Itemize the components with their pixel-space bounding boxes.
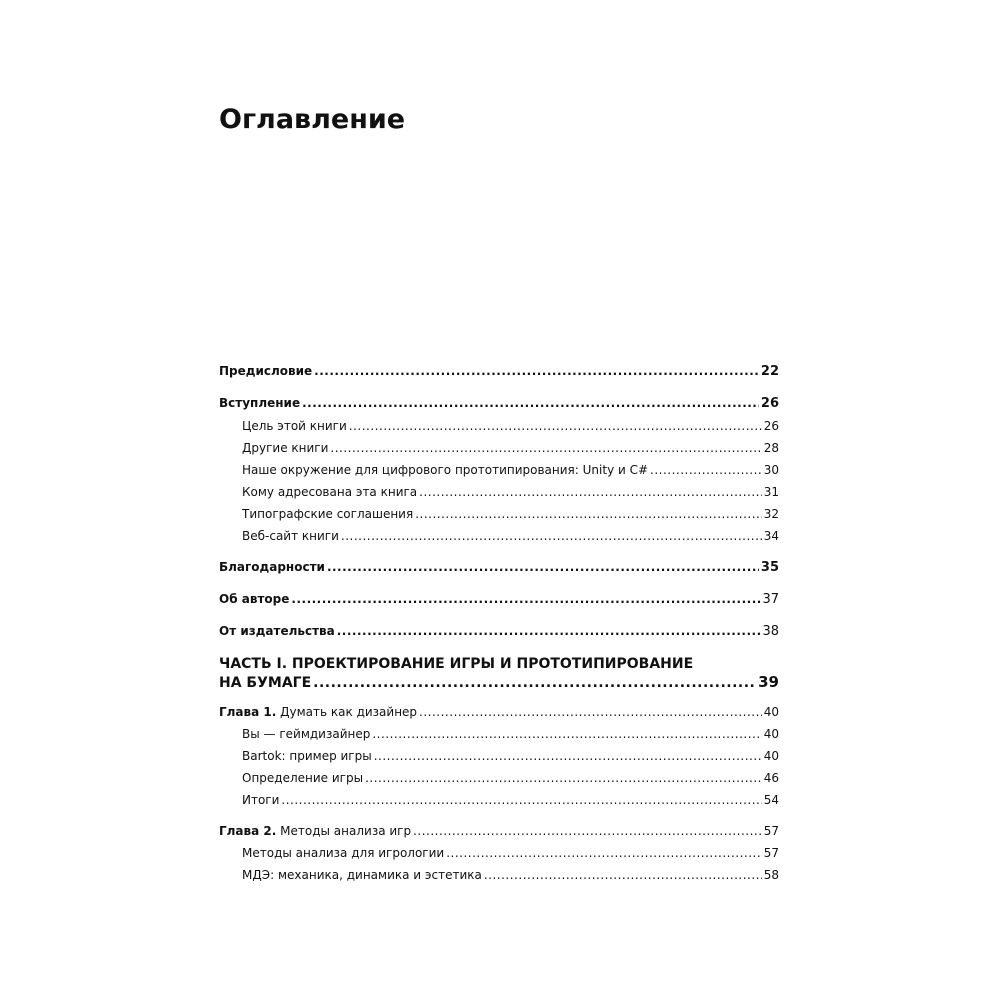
toc-entry-page: 40 [763,749,779,763]
toc-entry-page: 57 [763,846,779,860]
toc-entry-page: 38 [762,624,779,639]
toc-entry-label: Методы анализа для игрологии [242,846,445,860]
leader-dots [341,525,762,547]
leader-dots [313,674,756,692]
toc-entry-page: 58 [763,868,779,882]
toc-entry-page: 31 [763,485,779,499]
toc-entry-label: Определение игры [242,771,364,785]
toc-entry-chapter1 [219,701,779,723]
leader-dots [349,415,762,437]
toc-entry-about [219,588,779,611]
toc-entry-label: Наше окружение для цифрового прототипирования: Unity и C# [242,463,649,477]
leader-dots [291,588,760,610]
toc-entry-label: От издательства [219,624,335,638]
toc-entry-label: Итоги [242,793,280,807]
toc-entry-page: 22 [760,364,779,379]
toc-subentry [219,503,779,525]
leader-dots [446,842,762,864]
toc-entry-label: Об авторе [219,592,290,606]
toc-entry-page: 30 [763,463,779,477]
toc-entry-label: Типографские соглашения [242,507,414,521]
toc-subentry [219,864,779,886]
leader-dots [650,459,762,481]
leader-dots [484,864,762,886]
toc-entry-intro [219,392,779,415]
toc-entry-page: 26 [763,419,779,433]
toc-entry-label: Цель этой книги [242,419,347,433]
toc-subentry [219,415,779,437]
toc-subentry [219,459,779,481]
toc-entry-page: 28 [763,441,779,455]
toc-subentry [219,745,779,767]
toc-entry-page: 46 [763,771,779,785]
leader-dots [413,820,762,842]
toc-entry-label: Предисловие [219,364,313,378]
leader-dots [419,701,762,723]
toc-entry-page: 40 [763,705,779,719]
toc-entry-label: Благодарности [219,560,325,574]
toc-entry-label: Другие книги [242,441,329,455]
leader-dots [374,745,762,767]
part-title-line1: ЧАСТЬ I. ПРОЕКТИРОВАНИЕ ИГРЫ И ПРОТОТИПИРОВАНИЕ [219,656,694,672]
table-of-contents [219,360,779,886]
toc-subentry [219,789,779,811]
toc-entry-chapter2 [219,820,779,842]
toc-entry-label: Bartok: пример игры [242,749,372,763]
leader-dots [281,789,761,811]
toc-subentry [219,842,779,864]
toc-entry-page: 39 [758,673,779,691]
leader-dots [415,503,762,525]
toc-entry-label: МДЭ: механика, динамика и эстетика [242,868,482,882]
leader-dots [372,723,761,745]
leader-dots [337,620,761,642]
toc-entry-page: 37 [762,592,779,607]
toc-entry-label: Кому адресована эта книга [242,485,418,499]
toc-subentry [219,723,779,745]
toc-entry-label: Веб-сайт книги [242,529,339,543]
leader-dots [314,360,759,382]
toc-entry-page: 35 [760,560,779,575]
toc-entry-page: 57 [763,824,779,838]
toc-entry-page: 34 [763,529,779,543]
toc-entry-page: 26 [760,396,779,411]
leader-dots [327,556,759,578]
page-title: Оглавление [219,104,406,135]
leader-dots [302,392,759,414]
leader-dots [330,437,761,459]
toc-subentry [219,767,779,789]
toc-entry-publisher [219,620,779,643]
toc-entry-label: Вступление [219,396,301,410]
toc-entry-part1 [219,673,779,692]
part-title-line2: НА БУМАГЕ [219,675,312,691]
toc-entry-page: 40 [763,727,779,741]
leader-dots [419,481,762,503]
toc-entry-label: Вы — геймдизайнер [242,727,371,741]
toc-entry-label: Думать как дизайнер [280,705,418,719]
chapter-prefix: Глава 2. [219,824,277,838]
toc-entry-preface [219,360,779,383]
toc-entry-page: 54 [763,793,779,807]
toc-subentry [219,525,779,547]
toc-entry-label: Методы анализа игр [280,824,412,838]
toc-entry-thanks [219,556,779,579]
toc-subentry [219,481,779,503]
toc-subentry [219,437,779,459]
leader-dots [365,767,762,789]
toc-entry-page: 32 [763,507,779,521]
chapter-prefix: Глава 1. [219,705,277,719]
